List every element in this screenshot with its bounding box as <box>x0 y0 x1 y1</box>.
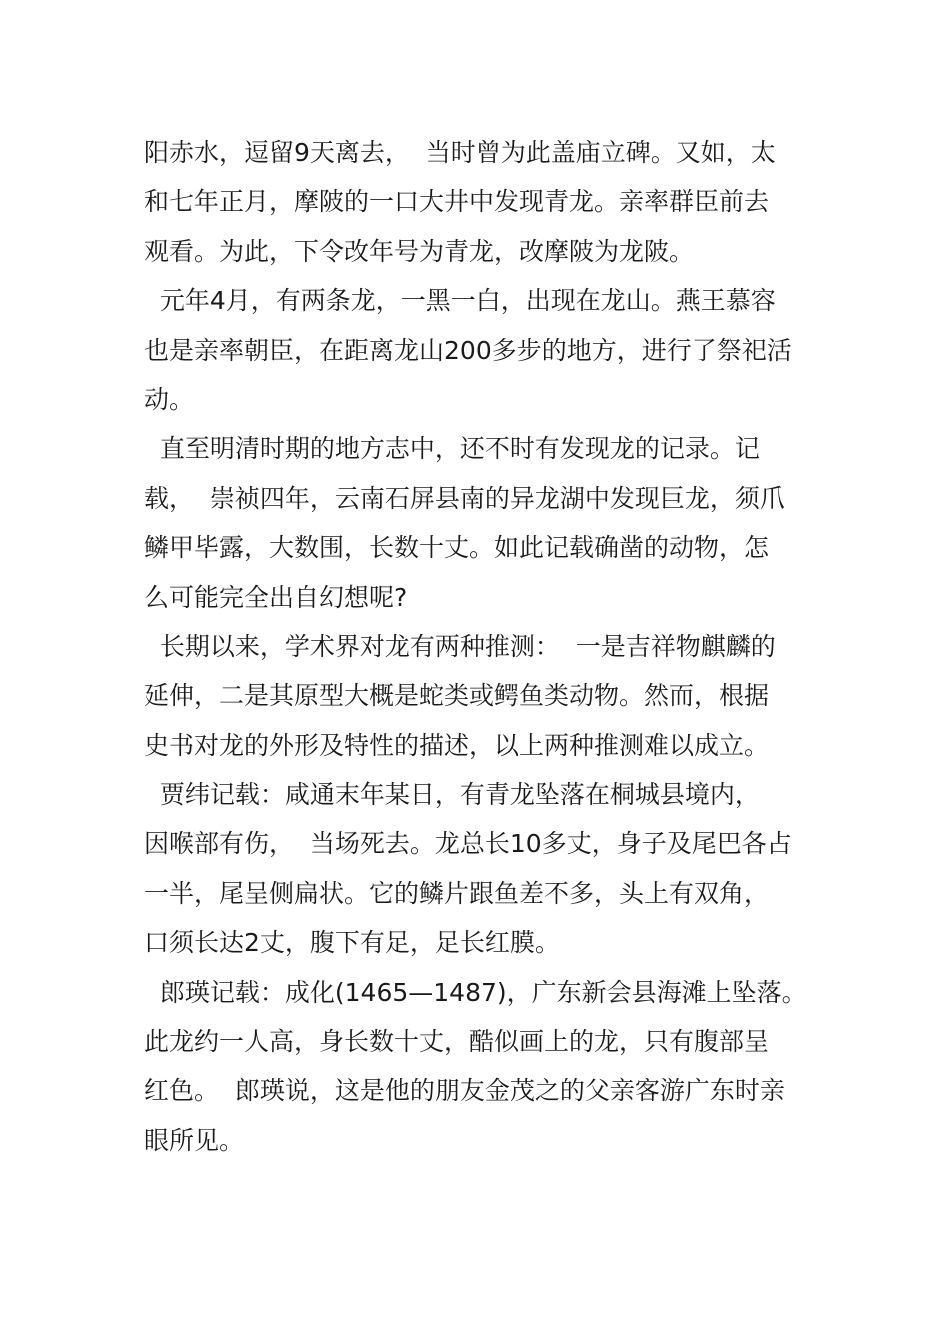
text-line: 也是亲率朝臣，在距离龙山200多步的地方，进行了祭祀活 <box>144 335 792 365</box>
text-line: 阳赤水，逗留9天离去， 当时曾为此盖庙立碑。又如，太 <box>144 138 776 167</box>
text-line: 此龙约一人高，身长数十丈，酷似画上的龙，只有腹部呈 <box>144 1027 770 1057</box>
text-line: 贾纬记载：咸通末年某日，有青龙坠落在桐城县境内， <box>144 780 760 810</box>
text-line: 一半，尾呈侧扁状。它的鳞片跟鱼差不多，头上有双角， <box>144 878 770 908</box>
text-line: 载， 崇祯四年，云南石屏县南的异龙湖中发现巨龙，须爪 <box>144 483 785 513</box>
text-line: 口须长达2丈，腹下有足，足长红膜。 <box>144 928 560 958</box>
text-line: 动。 <box>144 384 195 414</box>
text-line: 郎瑛记载：成化(1465—1487)，广东新会县海滩上坠落。 <box>144 977 807 1007</box>
text-line: 红色。 郎瑛说，这是他的朋友金茂之的父亲客游广东时亲 <box>144 1076 785 1106</box>
text-line: 元年4月，有两条龙，一黑一白，出现在龙山。燕王慕容 <box>144 286 776 316</box>
text-line: 鳞甲毕露，大数围，长数十丈。如此记载确凿的动物，怎 <box>144 533 770 563</box>
text-line: 观看。为此，下令改年号为青龙，改摩陂为龙陂。 <box>144 236 695 266</box>
text-line: 直至明清时期的地方志中，还不时有发现龙的记录。记 <box>144 434 760 464</box>
document-body <box>144 128 814 1165</box>
text-line: 延伸，二是其原型大概是蛇类或鳄鱼类动物。然而，根据 <box>144 681 770 711</box>
text-line: 眼所见。 <box>144 1125 245 1155</box>
text-line: 和七年正月，摩陂的一口大井中发现青龙。亲率群臣前去 <box>144 187 770 217</box>
text-line: 长期以来，学术界对龙有两种推测： 一是吉祥物麒麟的 <box>144 631 776 661</box>
text-line: 么可能完全出自幻想呢? <box>144 582 408 612</box>
text-line: 因喉部有伤， 当场死去。龙总长10多丈，身子及尾巴各占 <box>144 829 792 859</box>
text-line: 史书对龙的外形及特性的描述，以上两种推测难以成立。 <box>144 730 770 760</box>
